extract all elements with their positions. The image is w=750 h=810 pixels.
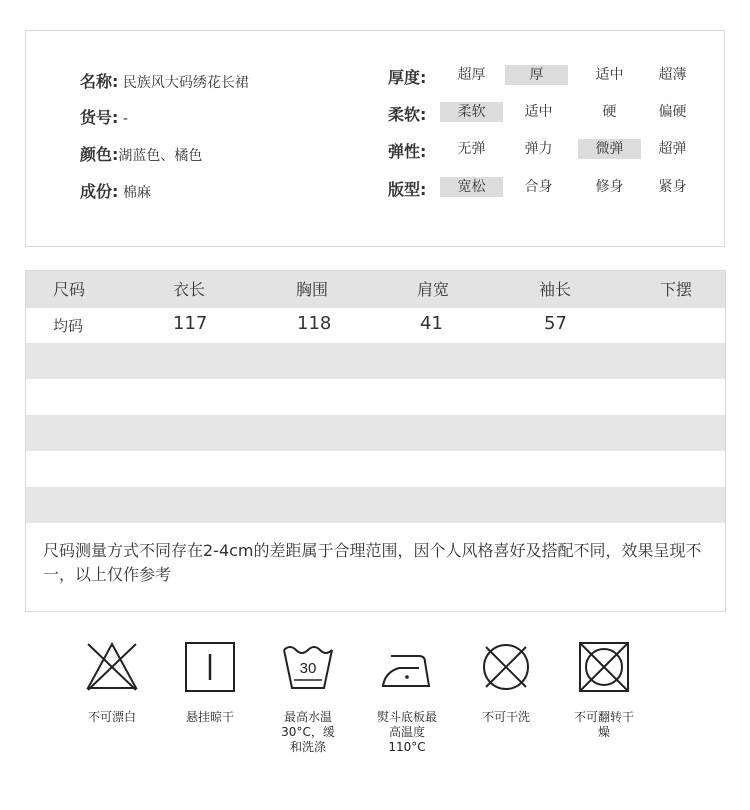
header-length: 衣长	[173, 280, 206, 299]
elasticity-option-selected: 微弹	[578, 139, 641, 159]
header-hem: 下摆	[660, 280, 693, 299]
elasticity-label: 弹性:	[388, 142, 427, 161]
hang-dry-icon	[182, 640, 238, 694]
color-value: 湖蓝色、橘色	[118, 148, 203, 164]
table-row-empty	[26, 487, 725, 523]
size-note: 尺码测量方式不同存在2-4cm的差距属于合理范围，因个人风格喜好及搭配不同，效果呈现不一，以上仅作参考	[43, 541, 702, 584]
thickness-option: 适中	[595, 67, 624, 83]
fit-option-selected: 宽松	[440, 177, 503, 197]
table-row-empty	[26, 343, 725, 379]
table-row-empty	[26, 415, 725, 451]
no-tumble-dry-icon	[576, 640, 632, 694]
name-label: 名称:	[80, 72, 119, 91]
softness-label: 柔软:	[388, 105, 427, 124]
softness-option: 偏硬	[658, 104, 687, 120]
thickness-label: 厚度:	[388, 68, 427, 87]
care-item-wash-30	[258, 640, 358, 755]
softness-option: 硬	[602, 104, 617, 120]
header-bust: 胸围	[296, 280, 329, 299]
table-cell-size: 均码	[53, 317, 84, 335]
care-label: 熨斗底板最 高温度 110°C	[376, 710, 437, 754]
elasticity-option: 超弹	[658, 141, 687, 157]
fit-label: 版型:	[388, 180, 427, 199]
care-label: 悬挂晾干	[185, 710, 234, 724]
product-color-row	[80, 142, 202, 165]
table-cell-bust: 118	[297, 313, 332, 334]
care-item-no-tumble-dry	[554, 640, 654, 740]
fit-option: 合身	[524, 179, 553, 195]
size-table	[25, 270, 726, 612]
material-label: 成份:	[80, 182, 119, 201]
thickness-option: 超厚	[457, 67, 486, 83]
care-label: 最高水温 30°C，缓 和洗涤	[281, 710, 335, 754]
thickness-option: 超薄	[658, 67, 687, 83]
name-value: 民族风大码绣花长裙	[122, 75, 249, 91]
table-cell-length: 117	[173, 313, 208, 334]
table-row-empty	[26, 451, 725, 487]
elasticity-option: 无弹	[457, 141, 486, 157]
no-bleach-icon	[84, 640, 140, 694]
care-label: 不可翻转干 燥	[573, 710, 634, 739]
care-label: 不可干洗	[481, 710, 530, 724]
material-value: 棉麻	[122, 185, 151, 201]
care-item-iron	[357, 640, 457, 755]
header-size: 尺码	[53, 280, 86, 299]
wash-temp: 30	[299, 660, 317, 677]
table-cell-sleeve: 57	[544, 313, 567, 334]
header-sleeve: 袖长	[539, 280, 572, 299]
care-item-no-dryclean	[456, 640, 556, 725]
product-sku-row	[80, 105, 128, 128]
product-material-row	[80, 179, 151, 202]
header-shoulder: 肩宽	[417, 280, 450, 299]
iron-110-icon	[379, 640, 435, 694]
color-label: 颜色:	[80, 145, 119, 164]
product-name-row	[80, 69, 249, 92]
size-table-header	[26, 271, 725, 308]
sku-value: -	[122, 111, 128, 127]
care-item-hang-dry	[160, 640, 260, 725]
elasticity-option: 弹力	[524, 141, 553, 157]
wash-30-icon	[280, 640, 336, 694]
fit-option: 修身	[595, 179, 624, 195]
softness-option-selected: 柔软	[440, 102, 503, 122]
thickness-option-selected: 厚	[505, 65, 568, 85]
sku-label: 货号:	[80, 108, 119, 127]
table-row-empty	[26, 379, 725, 415]
care-label: 不可漂白	[87, 710, 136, 724]
care-item-no-bleach	[62, 640, 162, 725]
softness-option: 适中	[524, 104, 553, 120]
no-dryclean-icon	[478, 640, 534, 694]
table-cell-shoulder: 41	[420, 313, 443, 334]
fit-option: 紧身	[658, 179, 687, 195]
